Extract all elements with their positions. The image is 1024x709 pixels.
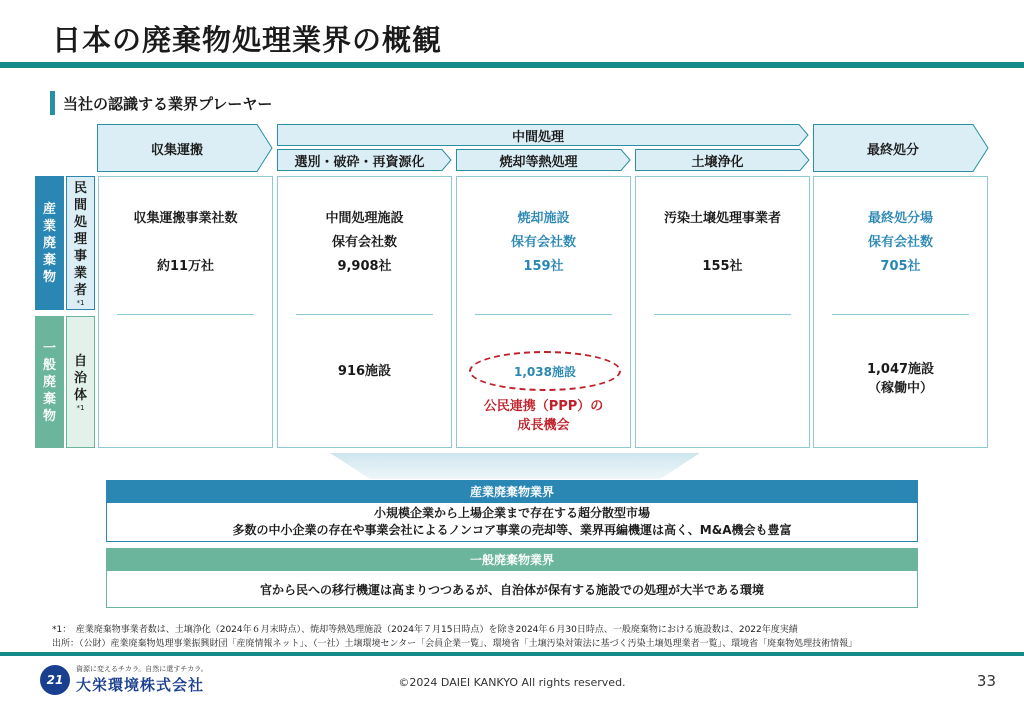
column-sorting <box>277 176 452 448</box>
footer-divider <box>0 652 1024 656</box>
logo-tagline: 資源に変えるチカラ。自然に還すチカラ。 <box>76 665 208 673</box>
industrial-industry-header: 産業廃棄物業界 <box>106 480 918 502</box>
incineration-label: 焼却施設 <box>517 211 570 226</box>
header-collection: 収集運搬 <box>150 142 203 158</box>
header-sorting: 選別・破砕・再資源化 <box>294 154 425 170</box>
incineration-label-2: 保有会社数 <box>510 235 576 250</box>
footnote-marker: *1 <box>76 298 85 307</box>
final-count: 705社 <box>880 259 921 274</box>
sorting-label-2: 保有会社数 <box>331 235 397 250</box>
footnote-marker: *1 <box>76 403 85 412</box>
logo-company-name: 大栄環境株式会社 <box>76 676 205 694</box>
sorting-count: 9,908社 <box>337 259 392 274</box>
row-divider <box>832 314 969 315</box>
row-divider <box>296 314 433 315</box>
sorting-facilities: 916施設 <box>337 364 392 379</box>
side-general-waste: 一 般 廃 棄 物 <box>35 316 64 448</box>
soil-count: 155社 <box>702 259 743 274</box>
side-private-operators: 民 間 処 理 事 業 者 *1 <box>66 176 95 310</box>
final-label-2: 保有会社数 <box>867 235 933 250</box>
footnote-source: 出所：（公財）産業廃棄物処理事業振興財団「産廃情報ネット」、（一社）土壌環境センター「会員企業一覧」、環境省「土壌汚染対策法に基づく汚染土壌処理業者一覧」、環境省「廃棄物処理技術情報」 <box>52 639 858 649</box>
copyright: ©2024 DAIEI KANKYO All rights reserved. <box>398 676 626 689</box>
header-soil: 土壌浄化 <box>691 154 744 170</box>
row-divider <box>117 314 254 315</box>
column-collection <box>98 176 273 448</box>
header-intermediate: 中間処理 <box>511 129 564 145</box>
ppp-opportunity: 公民連携（PPP）の 成長機会 <box>483 399 604 433</box>
column-soil <box>635 176 810 448</box>
collection-label: 収集運搬事業社数 <box>133 211 238 226</box>
incineration-facilities-highlight <box>469 351 621 391</box>
funnel-shape <box>330 453 700 479</box>
final-label: 最終処分場 <box>867 211 933 226</box>
final-facilities: 1,047施設 （稼働中） <box>866 362 935 396</box>
page-number: 33 <box>976 672 996 690</box>
side-municipalities: 自 治 体 *1 <box>66 316 95 448</box>
page-title: 日本の廃棄物処理業界の概観 <box>52 23 443 57</box>
general-industry-summary: 官から民への移行機運は高まりつつあるが、自治体が保有する施設での処理が大半である環境 <box>106 570 918 608</box>
section-subtitle: 当社の認識する業界プレーヤー <box>63 95 273 113</box>
soil-label: 汚染土壌処理事業者 <box>663 211 781 226</box>
logo-mark: 21 <box>40 665 70 695</box>
title-divider <box>0 62 1024 68</box>
incineration-facilities: 1,038施設 <box>514 364 576 379</box>
subtitle-accent <box>50 91 55 115</box>
header-incineration: 焼却等熱処理 <box>499 154 578 170</box>
footnote-1: *1： 産業廃棄物事業者数は、土壌浄化（2024年６月末時点）、焼却等熱処理施設（2024年７月15日時点）を除き2024年６月30日時点、一般廃棄物における施設数は、2022年度実績 <box>52 625 798 635</box>
row-divider <box>475 314 612 315</box>
incineration-count: 159社 <box>523 259 564 274</box>
side-industrial-waste: 産 業 廃 棄 物 <box>35 176 64 310</box>
general-industry-header: 一般廃棄物業界 <box>106 548 918 570</box>
sorting-label: 中間処理施設 <box>325 211 404 226</box>
collection-count: 約11万社 <box>156 259 215 274</box>
column-final <box>813 176 988 448</box>
industrial-industry-summary: 小規模企業から上場企業まで存在する超分散型市場 多数の中小企業の存在や事業会社によるノンコア事業の売却等、業界再編機運は高く、M&A機会も豊富 <box>106 502 918 542</box>
row-divider <box>654 314 791 315</box>
column-incineration <box>456 176 631 448</box>
header-final: 最終処分 <box>866 142 919 158</box>
